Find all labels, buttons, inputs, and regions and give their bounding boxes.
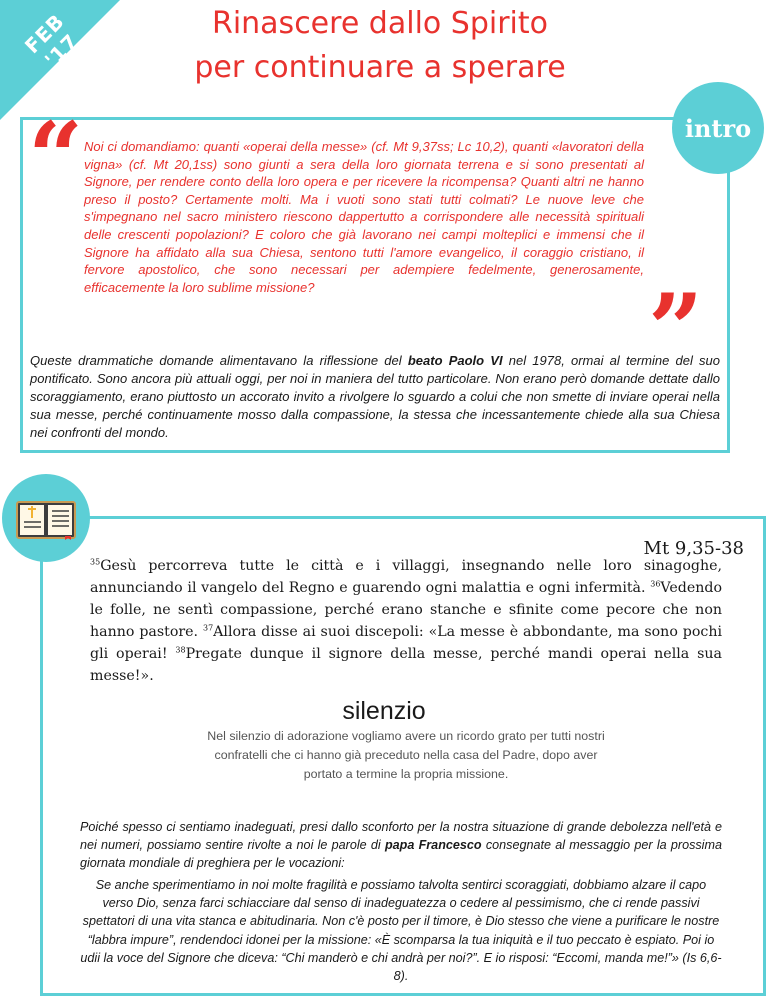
verse-text: Allora disse ai suoi discepoli: «La messe è abbondante, ma sono pochi gli operai! [90,624,723,662]
closing-text-after: consegnate al messaggio per la prossima giornata mondiale di preghiera per le vocazioni: [80,838,722,870]
silenzio-heading: silenzio [342,697,426,725]
book-badge [2,474,90,562]
open-book-icon [15,498,77,540]
verse-text: Pregate dunque il signore della messe, perché mandi operai nella sua messe!». [90,646,722,684]
close-quote-icon: ” [648,273,704,386]
closing-paragraph [80,818,722,872]
gospel-text [90,555,722,687]
intro-text-before: Queste drammatiche domande alimentavano la riflessione del [30,353,408,368]
intro-paragraph [30,352,720,442]
verse-number: 38 [175,645,186,655]
title-line-1: Rinascere dallo Spirito [211,6,549,41]
closing-quote: Se anche sperimentiamo in noi molte fragilità e possiamo talvolta sentirci scoraggiati, dobbiamo alzare il capo verso Dio, senza farci schiacciare dal senso di inadeguatezza o cedere al pessimismo, che ci rende passivi spettatori di una vita stanca e abitudinaria. Non c'è posto per il timore, è Dio stesso che viene a purificare le nostre “labbra impure”, rendendoci idonei per la missione: «È scomparsa la tua iniquità e il tuo peccato è espiato. Poi io udii la voce del Signore che diceva: “Chi manderò e chi andrà per noi?”. E io risposi: “Eccomi, manda me!”» (Is 6,6-8). [80,878,722,984]
intro-text-bold: beato Paolo VI [407,353,503,368]
page-title [140,2,620,90]
silenzio-text: Nel silenzio di adorazione vogliamo avere un ricordo grato per tutti nostri confratelli che ci hanno già preceduto nella casa del Padre, dopo aver portato a termine la propria missione. [207,729,605,781]
verse-text: Vedendo le folle, ne sentì compassione, perché erano stanche e sfinite come pecore che non hanno pastore. [90,580,722,640]
intro-text-after: nel 1978, ormai al termine del suo pontificato. Sono ancora più attuali oggi, per noi in maniera del tutto particolare. Non erano però domande dettate dallo scoraggiamento, erano piuttosto un accorato invito a rivolgere lo sguardo a colui che non smette di inviare operai nella sua messe, perché continuamente mosso dalla compassione, la stessa che incessantemente chiede alla sua Chiesa nei confronti del mondo. [30,353,720,440]
closing-text-before: Poiché spesso ci sentiamo inadeguati, presi dallo sconforto per la nostra situazione di grande debolezza nell'età e nei numeri, possiamo sentire rivolte a noi le parole di [80,820,722,852]
verse-number: 36 [650,579,661,589]
title-line-2: per continuare a sperare [194,50,566,85]
open-quote-icon: “ [28,101,84,214]
verse-number: 35 [90,557,101,567]
verse-number: 37 [202,623,214,633]
closing-text-bold: papa Francesco [384,838,482,852]
month-label: FEB '17 [19,8,84,73]
gospel-reference: Mt 9,35-38 [643,538,744,559]
intro-badge: intro [672,82,764,174]
verse-text: Gesù percorreva tutte le città e i villaggi, insegnando nelle loro sinagoghe, annunciando il vangelo del Regno e guarendo ogni malattia e ogni infermità. [90,558,722,596]
intro-quote: Noi ci domandiamo: quanti «operai della messe» (cf. Mt 9,37ss; Lc 10,2), quanti «lavoratori della vigna» (cf. Mt 20,1ss) sono giunti a sera della loro giornata terrena e si sono presentati al Signore, per rendere conto della loro opera e per ricevere la ricompensa? Quanti altri ne hanno preso il posto? Certamente molti. Ma i vuoti sono stati tutti colmati? Le nuove leve che s'impegnano nel sacro ministero riescono dappertutto a corrispondere alle necessità spirituali delle crescenti popolazioni? E coloro che già lavorano nei campi molteplici e immensi che il Signore ha affidato alla sua Chiesa, sentono tutti l'amore evangelico, il coraggio cristiano, il fervore apostolico, che sono necessari per adempiere fedelmente, generosamente, efficacemente la loro sublime missione? [84,139,644,295]
